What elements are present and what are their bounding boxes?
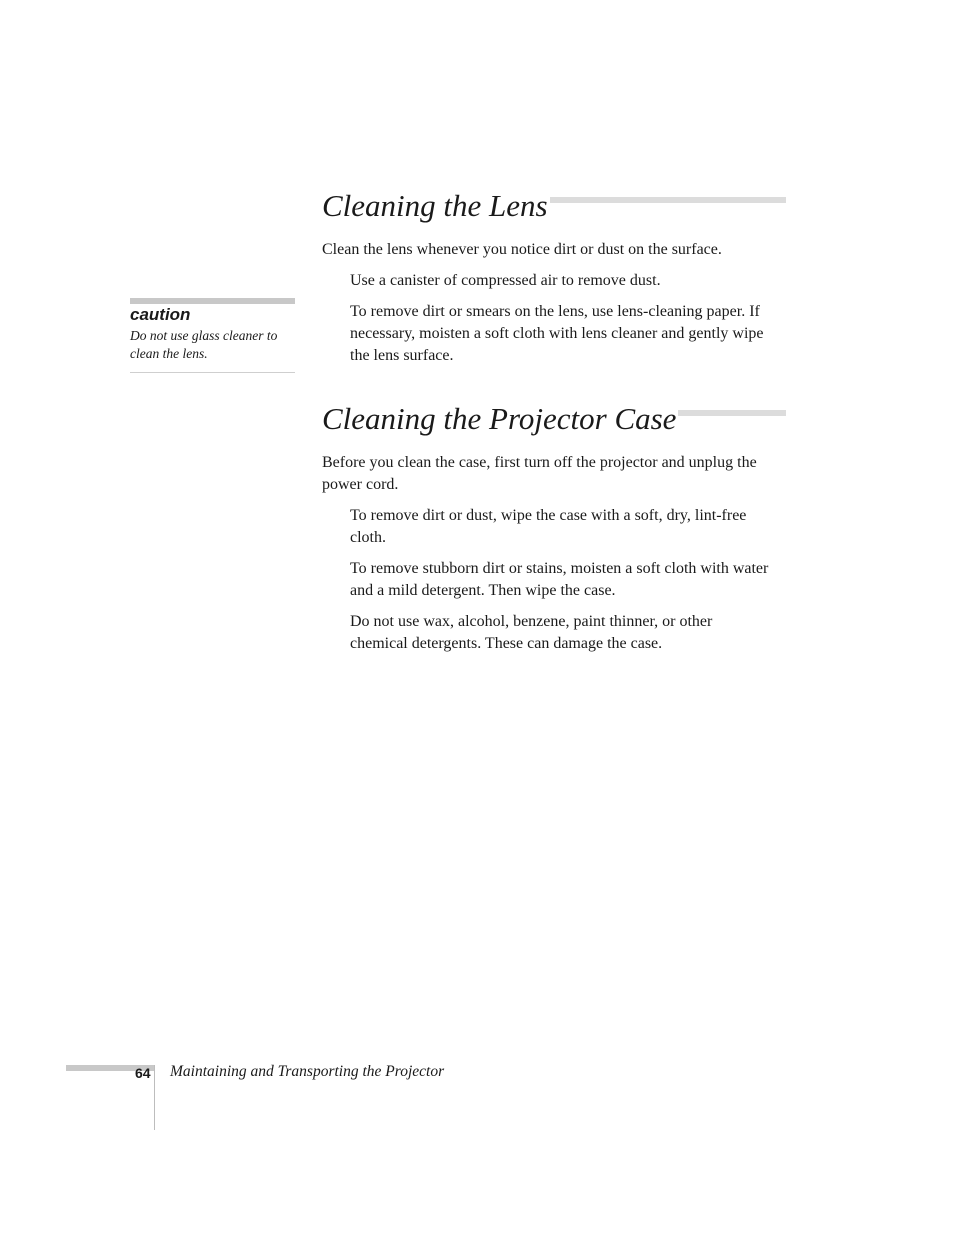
case-intro: Before you clean the case, first turn off the projector and unplug the power cord.: [322, 454, 757, 493]
section-heading-case: Cleaning the Projector Case: [322, 401, 677, 436]
lens-item-1: Use a canister of compressed air to remove dust.: [350, 272, 661, 289]
case-item-3: Do not use wax, alcohol, benzene, paint thinner, or other chemical detergents. These can damage the case.: [350, 613, 713, 652]
lens-item-2: To remove dirt or smears on the lens, use lens-cleaning paper. If necessary, moisten a soft cloth with lens cleaner and gently wipe the lens surface.: [350, 303, 764, 364]
page-number: 64: [135, 1065, 151, 1081]
caution-text: [130, 327, 295, 363]
caution-text-content: Do not use glass cleaner to clean the lens.: [130, 328, 278, 361]
footer-chapter-title: Maintaining and Transporting the Projector: [170, 1063, 445, 1080]
caution-divider: [130, 372, 295, 373]
lens-intro: Clean the lens whenever you notice dirt or dust on the surface.: [322, 241, 722, 258]
footer-divider: [154, 1065, 155, 1130]
caution-bar: [130, 298, 295, 304]
caution-label: caution: [130, 305, 191, 324]
case-item-2: To remove stubborn dirt or stains, moisten a soft cloth with water and a mild detergent. Then wipe the case.: [350, 560, 769, 599]
section-heading-lens: Cleaning the Lens: [322, 188, 548, 223]
case-item-1: To remove dirt or dust, wipe the case with a soft, dry, lint-free cloth.: [350, 507, 747, 546]
